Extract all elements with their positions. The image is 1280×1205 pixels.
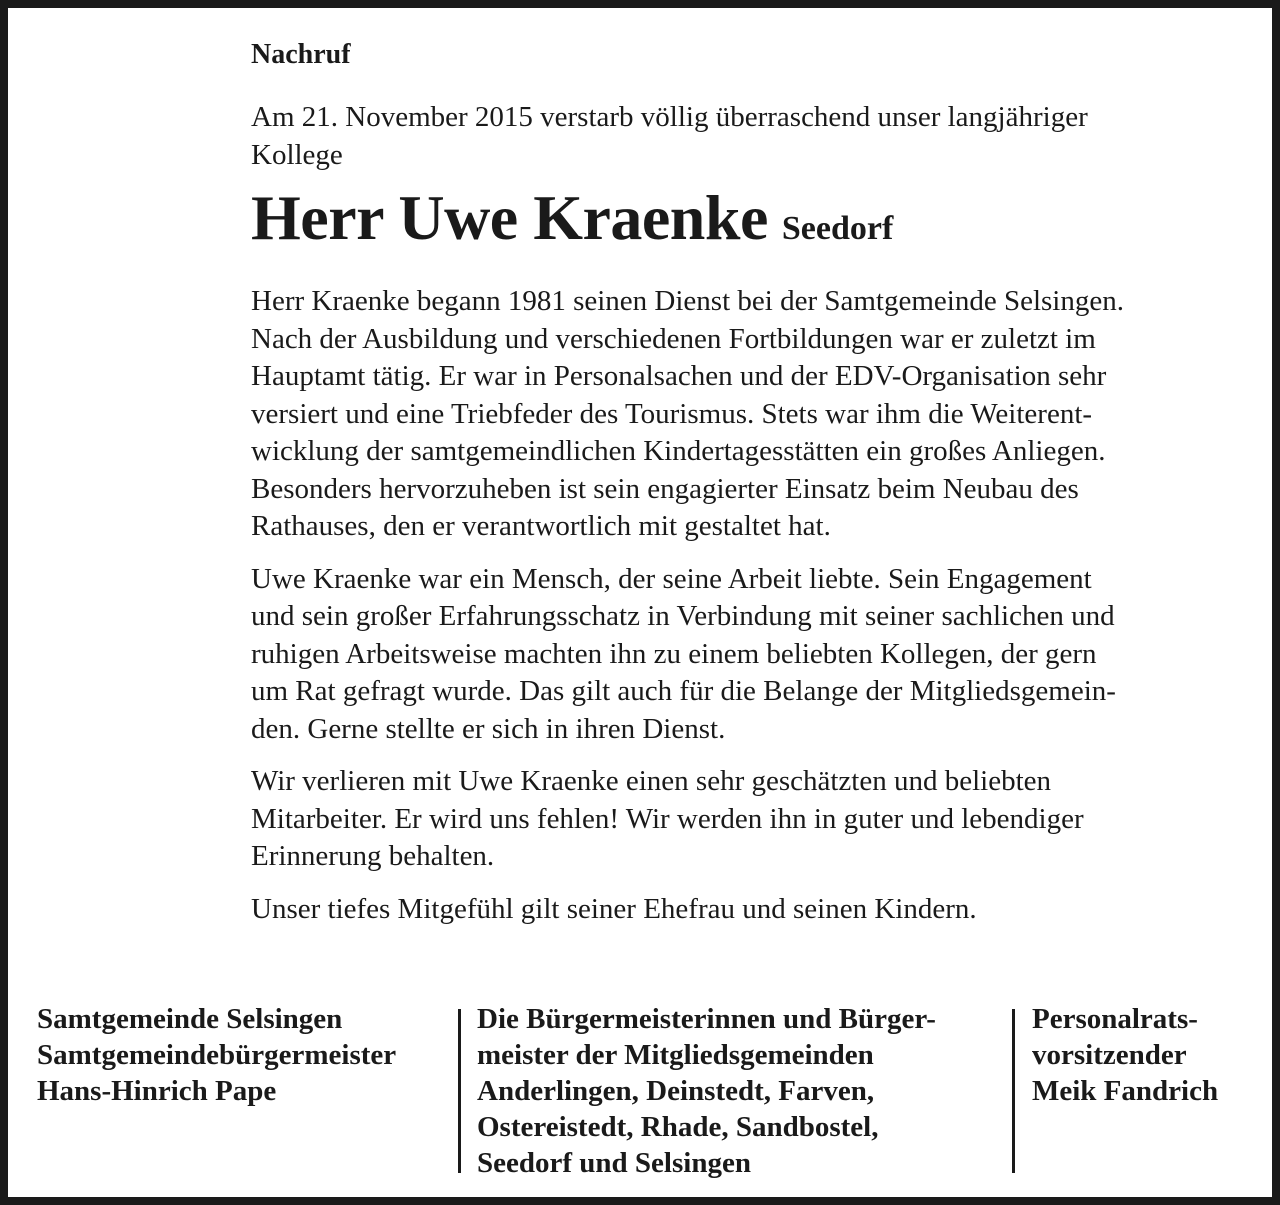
paragraph-character [251, 561, 1251, 749]
intro-text [251, 98, 1251, 174]
signatory-line: Meik Fandrich [1032, 1075, 1219, 1107]
signatory-samtgemeinde [37, 1001, 396, 1109]
intro-line: Am 21. November 2015 verstarb völlig überraschend unser langjähriger [251, 101, 1088, 133]
text-line: Rathauses, den er verantwortlich mit gestaltet hat. [251, 510, 831, 542]
paragraph-farewell [251, 763, 1251, 876]
text-line: Mitarbeiter. Er wird uns fehlen! Wir werden ihn in guter und lebendiger [251, 802, 1084, 835]
signatory-line: Die Bürgermeisterinnen und Bürger- [477, 1003, 936, 1035]
text-line: wicklung der samtgemeindlichen Kindertagesstätten ein großes Anliegen. [251, 435, 1106, 467]
signatories [37, 993, 1267, 1178]
paragraph-condolence [251, 891, 1251, 929]
obituary-main [251, 38, 1251, 928]
column-divider [458, 1009, 461, 1173]
text-line: um Rat gefragt wurde. Das gilt auch für die Belange der Mitgliedsgemein- [251, 675, 1116, 707]
intro-line: Kollege [251, 139, 343, 171]
text-line: Erinnerung behalten. [251, 840, 495, 872]
signatory-line: Anderlingen, Deinstedt, Farven, [477, 1075, 875, 1107]
column-divider [1012, 1009, 1015, 1173]
text-line: Uwe Kraenke war ein Mensch, der seine Arbeit liebte. Sein Engagement [251, 562, 1092, 595]
text-line: den. Gerne stellte er sich in ihren Dienst. [251, 712, 726, 745]
notice-heading: Nachruf [251, 39, 351, 70]
text-line: ruhigen Arbeitsweise machten ihn zu einem beliebten Kollegen, der gern [251, 637, 1097, 670]
deceased-place: Seedorf [781, 210, 894, 247]
signatory-line: Seedorf und Selsingen [477, 1147, 751, 1179]
signatory-mayors [477, 1001, 936, 1181]
signatory-line: Personalrats- [1032, 1003, 1198, 1035]
paragraph-career [251, 283, 1251, 546]
text-line: versiert und eine Triebfeder des Tourismus. Stets war ihm die Weiterent- [251, 397, 1093, 430]
signatory-line: vorsitzender [1032, 1039, 1187, 1071]
text-line: Wir verlieren mit Uwe Kraenke einen sehr geschätzten und beliebten [251, 765, 1052, 797]
signatory-line: Hans-Hinrich Pape [37, 1075, 277, 1107]
signatory-line: meister der Mitgliedsgemeinden [477, 1039, 874, 1071]
signatory-line: Ostereistedt, Rhade, Sandbostel, [477, 1111, 879, 1143]
text-line: Besonders hervorzuheben ist sein engagierter Einsatz beim Neubau des [251, 472, 1079, 505]
signatory-line: Samtgemeinde Selsingen [37, 1003, 343, 1035]
deceased-name: Herr Uwe Kraenke [251, 182, 768, 253]
deceased-name-line [251, 178, 1251, 275]
text-line: Hauptamt tätig. Er war in Personalsachen und der EDV-Organisation sehr [251, 360, 1107, 392]
text-line: und sein großer Erfahrungsschatz in Verbindung mit seiner sachlichen und [251, 600, 1115, 632]
text-line: Herr Kraenke begann 1981 seinen Dienst bei der Samtgemeinde Selsingen. [251, 285, 1124, 317]
signatory-line: Samtgemeindebürgermeister [37, 1039, 397, 1071]
signatory-staff-council [1032, 1001, 1218, 1109]
text-line: Nach der Ausbildung und verschiedenen Fortbildungen war er zuletzt im [251, 322, 1096, 355]
text-line: Unser tiefes Mitgefühl gilt seiner Ehefrau und seinen Kindern. [251, 892, 977, 925]
